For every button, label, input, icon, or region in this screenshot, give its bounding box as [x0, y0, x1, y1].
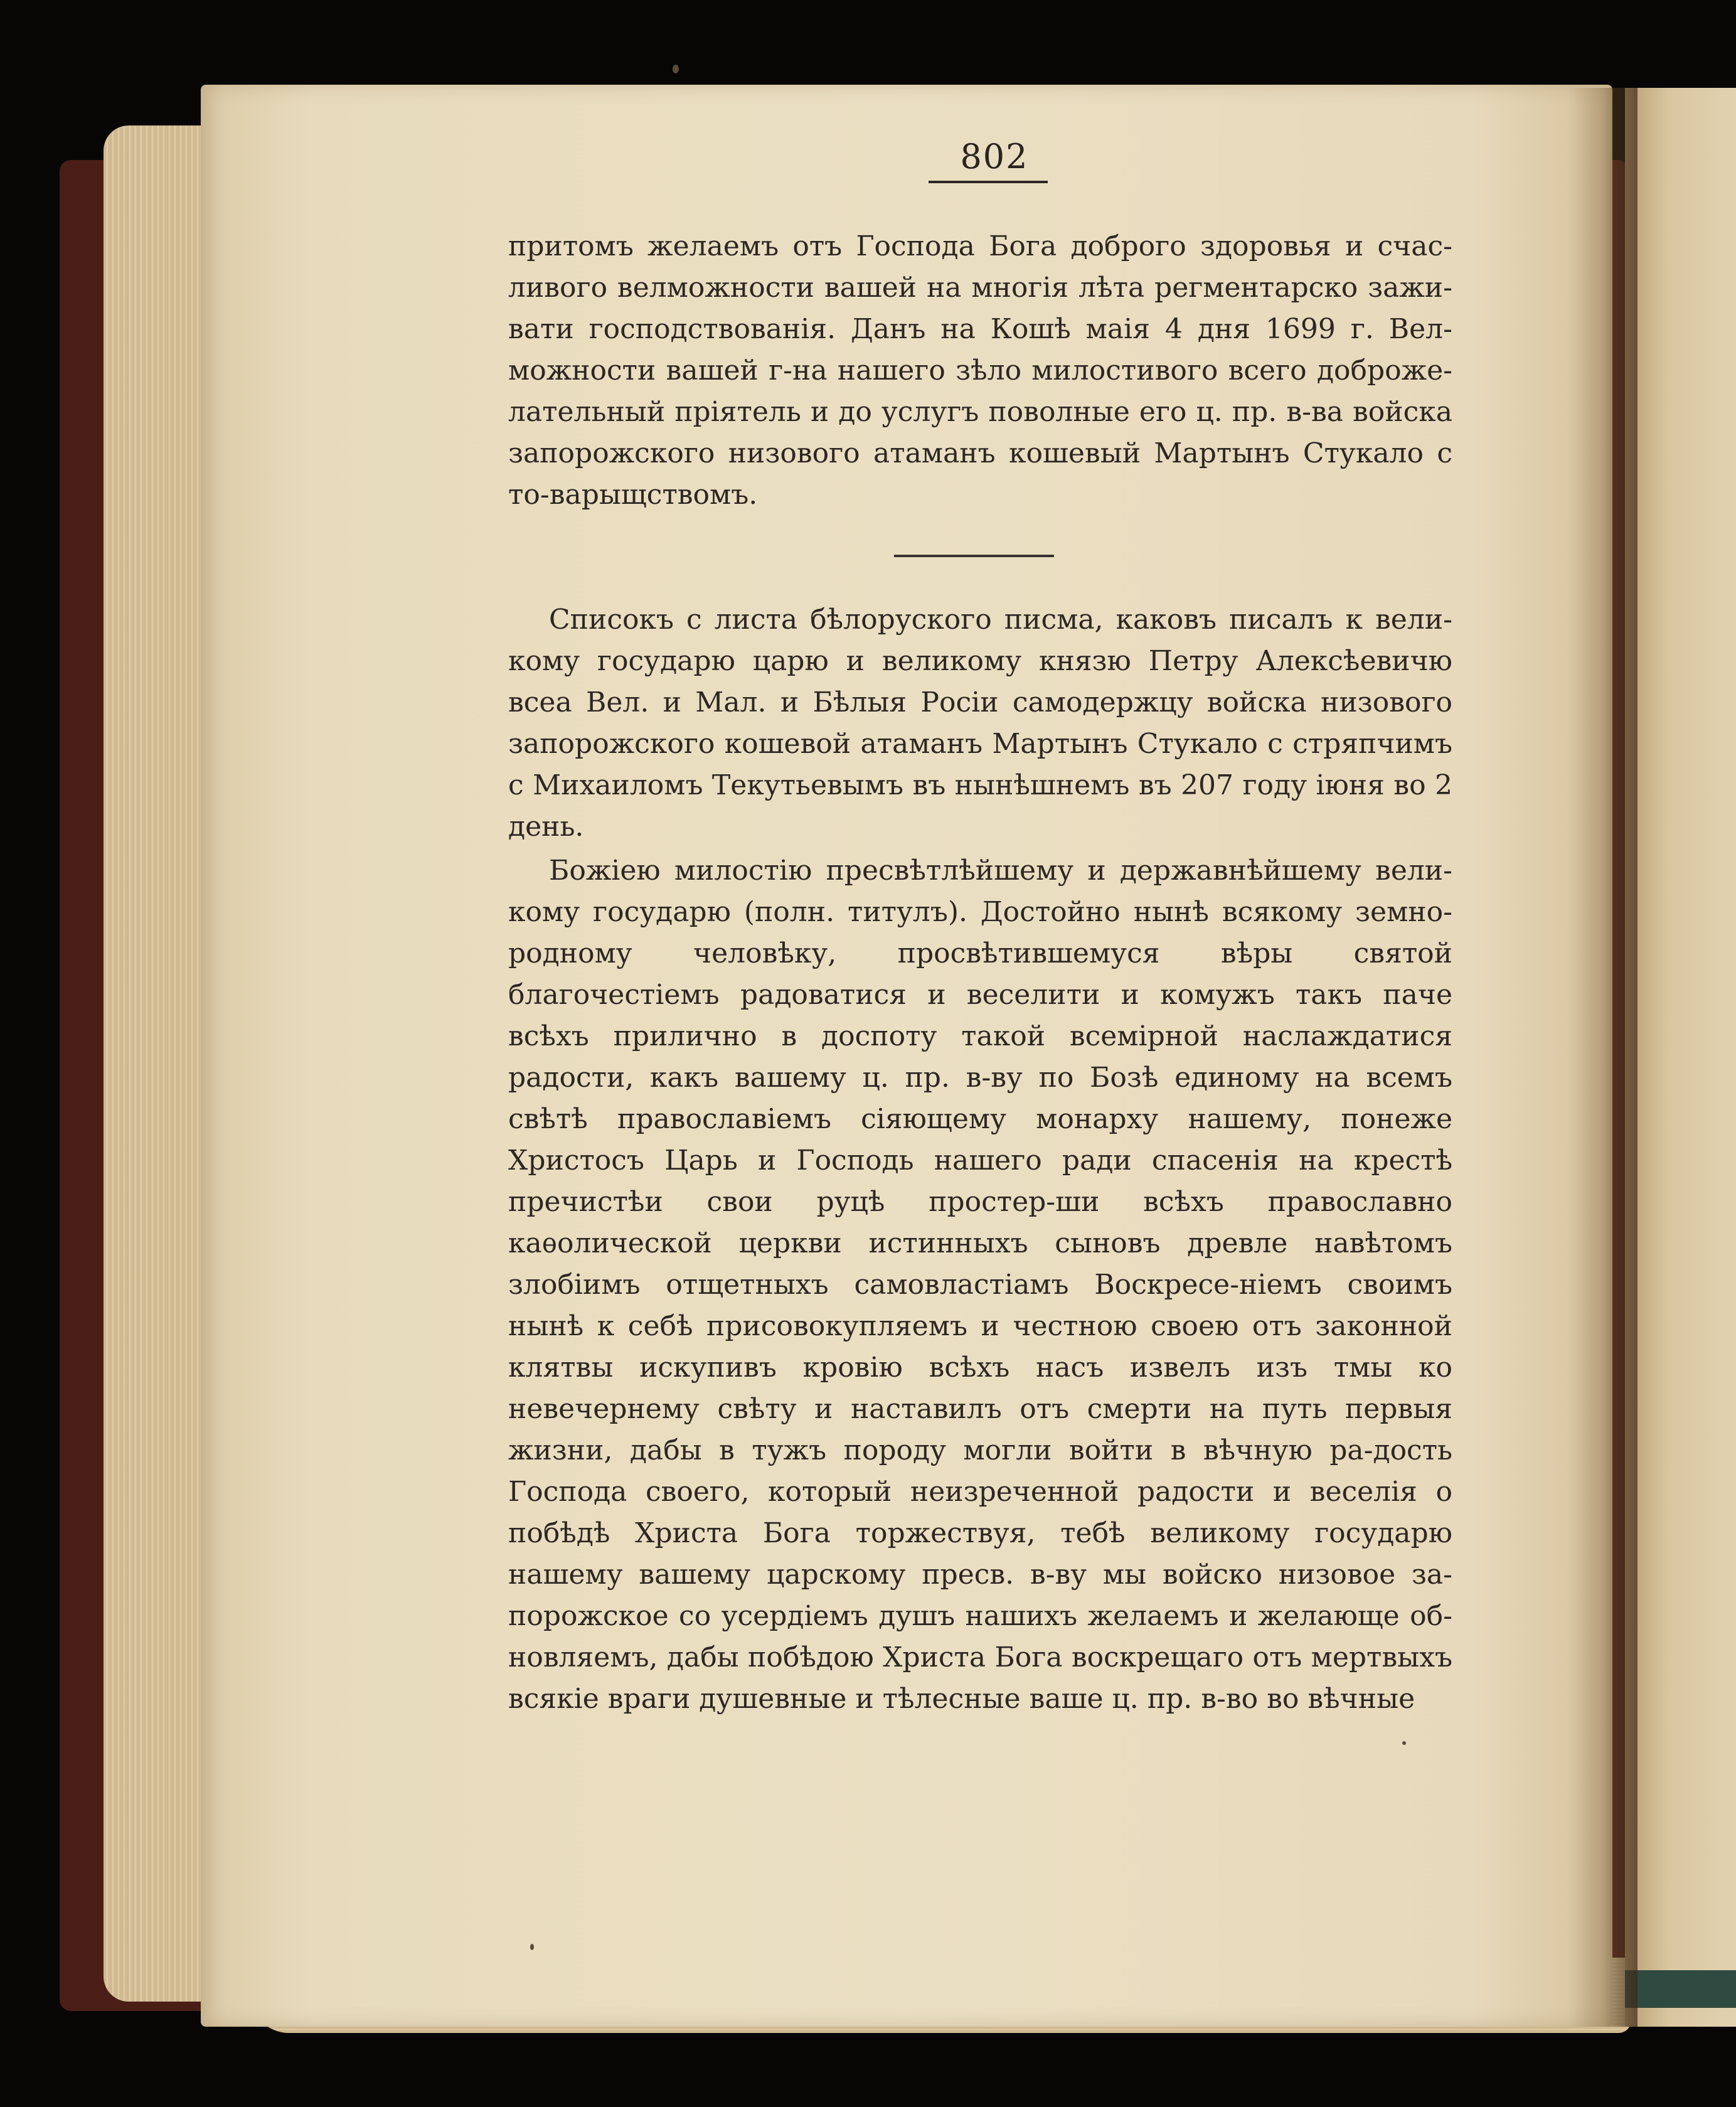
paper-speck	[1402, 1741, 1406, 1745]
section-divider	[894, 555, 1054, 557]
paragraph-text: Божіею милостію пресвѣтлѣйшему и державнѣйшему вели-кому государю (полн. титулъ). Достойно нынѣ всякому земно-родному человѣку, просвѣтившемуся вѣры святой благочестіемъ радоватися и веселити и комужъ такъ паче всѣхъ прилично в доспоту такой всемірной наслаждатися радости, какъ вашему ц. пр. в-ву по Бозѣ единому на всемъ свѣтѣ православіемъ сіяющему монарху нашему, понеже Христосъ Царь и Господь нашего ради спасенія на крестѣ пречистѣи свои руцѣ простер-ши всѣхъ православно каѳолической церкви истинныхъ сыновъ древле навѣтомъ злобіимъ отщетныхъ самовластіамъ Воскресе-ніемъ своимъ нынѣ к себѣ присовокупляемъ и честною своею отъ законной клятвы искупивъ кровію всѣхъ насъ извелъ изъ тмы ко невечернему свѣту и наставилъ отъ смерти на путь первыя жизни, дабы в тужъ породу могли войти в вѣчную ра-дость Господа своего, который неизреченной радости и веселія о побѣдѣ Христа Бога торжествуя, тебѣ великому государю нашему вашему царскому пресв. в-ву мы войско низовое за-порожское со усердіемъ душъ нашихъ желаемъ и желающе об-новляемъ, дабы побѣдою Христа Бога воскрещаго отъ мертвыхъ всякіе враги душевные и тѣлесные ваше ц. пр. в-во во вѣчные	[508, 855, 1452, 1715]
facing-page	[1625, 88, 1736, 2027]
paper-speck	[530, 1944, 534, 1950]
paragraph-document-heading	[508, 599, 1452, 848]
spine-shadow	[1568, 88, 1637, 2027]
facing-page-edge	[1625, 1970, 1736, 2008]
page-number-underline	[929, 181, 1048, 183]
page-number: 802	[960, 137, 1029, 176]
paragraph-text: притомъ желаемъ отъ Господа Бога доброго здоровья и счас-ливого велможности вашей на многія лѣта регментарско зажи-вати господствованія. Данъ на Кошѣ маія 4 дня 1699 г. Вел-можности вашей г-на нашего зѣло милостивого всего доброже-лательный пріятель и до услугъ поволные его ц. пр. в-ва войска запорожского низового атаманъ кошевый Мартынъ Стукало с то-варыщствомъ.	[508, 230, 1452, 511]
paragraph-letter-ending	[508, 226, 1452, 516]
paper-speck	[673, 65, 679, 73]
paragraph-letter-body	[508, 850, 1452, 1720]
paragraph-text: Списокъ с листа бѣлоруского писма, каковъ писалъ к вели-кому государю царю и великому князю Петру Алексѣевичю всеа Вел. и Мал. и Бѣлыя Росіи самодержцу войска низового запорожского кошевой атаманъ Мартынъ Стукало с стряпчимъ с Михаиломъ Текутьевымъ въ нынѣшнемъ въ 207 году іюня во 2 день.	[508, 604, 1452, 843]
